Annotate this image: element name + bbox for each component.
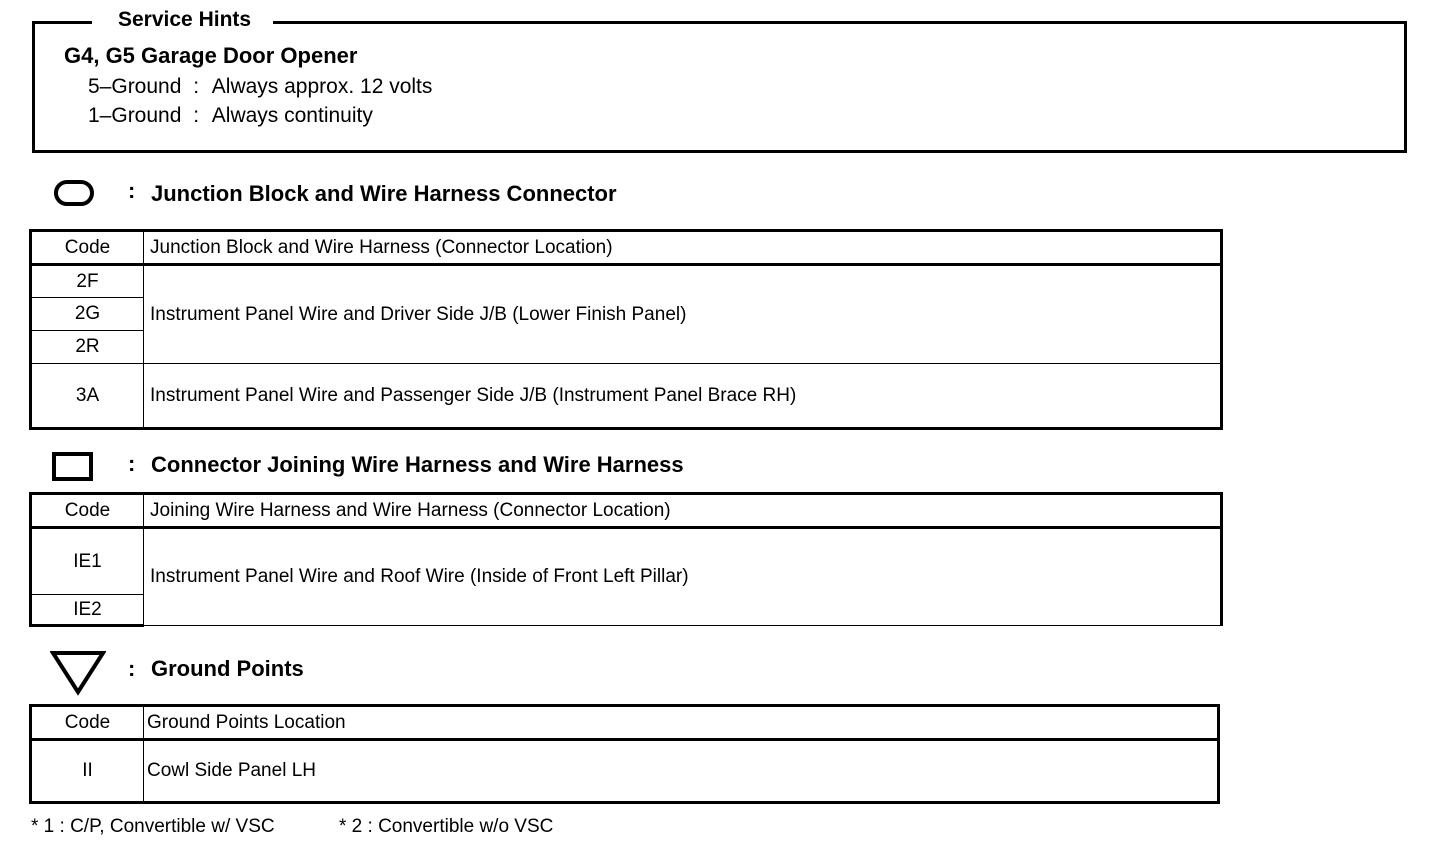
footnote: * 1 : C/P, Convertible w/ VSC bbox=[31, 816, 275, 837]
hint-value: Always continuity bbox=[211, 104, 373, 127]
ground-section-heading: Ground Points bbox=[151, 656, 304, 681]
junction-section-heading: Junction Block and Wire Harness Connector bbox=[151, 181, 617, 206]
code-cell: 3A bbox=[31, 364, 144, 429]
location-header: Ground Points Location bbox=[144, 706, 1219, 740]
junction-block-connector-icon bbox=[54, 180, 94, 206]
hint-separator: : bbox=[193, 104, 200, 127]
location-cell: Cowl Side Panel LH bbox=[144, 740, 1219, 803]
junction-colon: : bbox=[128, 178, 136, 203]
location-cell: Instrument Panel Wire and Driver Side J/B (Lower Finish Panel) bbox=[144, 265, 1222, 364]
service-hints-heading: G4, G5 Garage Door Opener bbox=[64, 43, 358, 68]
code-cell: 2R bbox=[31, 331, 144, 364]
location-header: Junction Block and Wire Harness (Connector Location) bbox=[144, 231, 1222, 265]
connector-colon: : bbox=[128, 451, 136, 476]
code-header: Code bbox=[31, 494, 144, 528]
connector-table bbox=[29, 492, 1223, 627]
wire-harness-connector-icon bbox=[52, 452, 93, 481]
footnote: * 2 : Convertible w/o VSC bbox=[339, 816, 554, 837]
code-header: Code bbox=[31, 706, 144, 740]
code-cell: 2G bbox=[31, 298, 144, 331]
location-cell: Instrument Panel Wire and Roof Wire (Inside of Front Left Pillar) bbox=[144, 528, 1222, 626]
code-cell: IE2 bbox=[31, 595, 144, 626]
service-hints-title: Service Hints bbox=[92, 6, 273, 34]
ground-table bbox=[29, 704, 1220, 804]
junction-table bbox=[29, 229, 1223, 430]
ground-point-icon bbox=[50, 650, 106, 696]
code-header: Code bbox=[31, 231, 144, 265]
hint-value: Always approx. 12 volts bbox=[211, 75, 433, 98]
code-cell: IE1 bbox=[31, 528, 144, 595]
hint-line bbox=[88, 73, 432, 101]
hint-separator: : bbox=[193, 75, 200, 98]
hint-label: 1–Ground bbox=[88, 104, 182, 127]
ground-colon: : bbox=[128, 656, 136, 681]
location-cell: Instrument Panel Wire and Passenger Side J/B (Instrument Panel Brace RH) bbox=[144, 364, 1222, 429]
connector-section-heading: Connector Joining Wire Harness and Wire Harness bbox=[151, 452, 684, 477]
location-header: Joining Wire Harness and Wire Harness (Connector Location) bbox=[144, 494, 1222, 528]
hint-line bbox=[88, 102, 373, 130]
code-cell: II bbox=[31, 740, 144, 803]
code-cell: 2F bbox=[31, 265, 144, 298]
hint-label: 5–Ground bbox=[88, 75, 182, 98]
